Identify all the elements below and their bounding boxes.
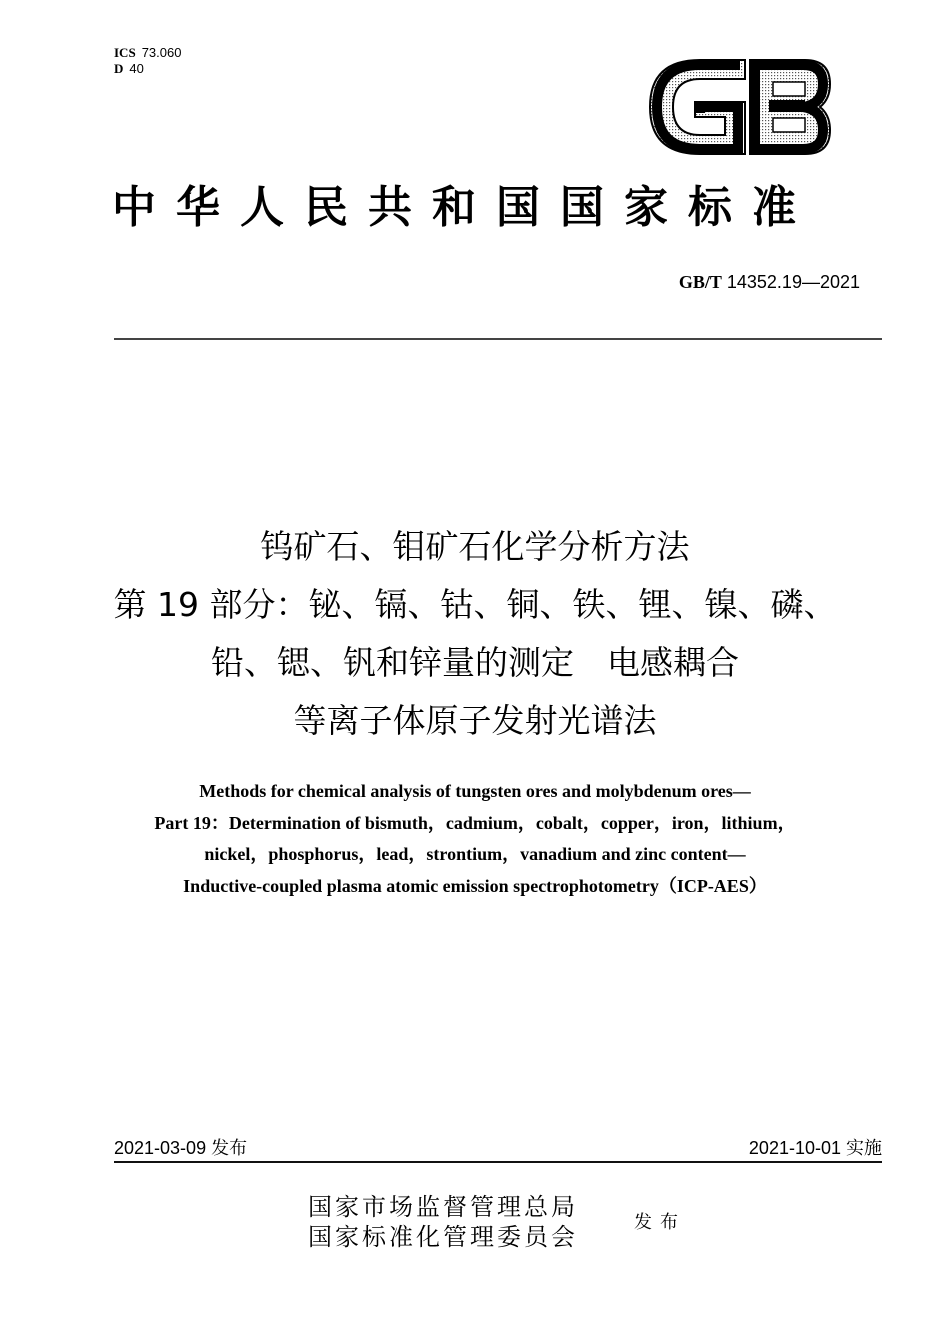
publication-date: 2021-03-09 发布 bbox=[114, 1138, 248, 1158]
classification-codes bbox=[114, 45, 181, 77]
issuer-samr: 国家市场监督管理总局 bbox=[308, 1193, 578, 1221]
english-title bbox=[100, 776, 850, 902]
implementation-date: 2021-10-01 实施 bbox=[748, 1138, 882, 1158]
ics-code: ICS 73.060 bbox=[114, 45, 182, 60]
bottom-divider bbox=[114, 1161, 882, 1163]
chinese-title-line: 钨矿石、钼矿石化学分析方法 bbox=[260, 527, 690, 566]
english-title-line: Methods for chemical analysis of tungsten ores and molybdenum ores— bbox=[199, 781, 751, 801]
gb-logo-icon bbox=[645, 57, 833, 157]
ccs-code: D 40 bbox=[114, 61, 144, 76]
chinese-title bbox=[100, 518, 850, 750]
issue-label: 发布 bbox=[634, 1212, 686, 1233]
chinese-title-line: 等离子体原子发射光谱法 bbox=[293, 701, 657, 740]
standard-number: GB/T 14352.19—2021 bbox=[678, 272, 860, 292]
english-title-line: Part 19：Determination of bismuth，cadmium，cobalt，copper，iron，lithium， bbox=[154, 812, 796, 833]
issuer-sac: 国家标准化管理委员会 bbox=[308, 1223, 578, 1251]
top-divider bbox=[114, 338, 882, 340]
english-title-line: Inductive-coupled plasma atomic emission spectrophotometry（ICP-AES） bbox=[183, 875, 767, 896]
chinese-title-line: 第 19 部分：铋、镉、钴、铜、铁、锂、镍、磷、 bbox=[113, 585, 837, 624]
standard-type-title: 中华人民共和国国家标准 bbox=[112, 182, 816, 233]
issuing-authorities bbox=[308, 1192, 578, 1252]
english-title-line: nickel，phosphorus，lead，strontium，vanadium and zinc content— bbox=[204, 844, 746, 864]
chinese-title-line: 铅、锶、钒和锌量的测定 电感耦合 bbox=[211, 643, 739, 682]
